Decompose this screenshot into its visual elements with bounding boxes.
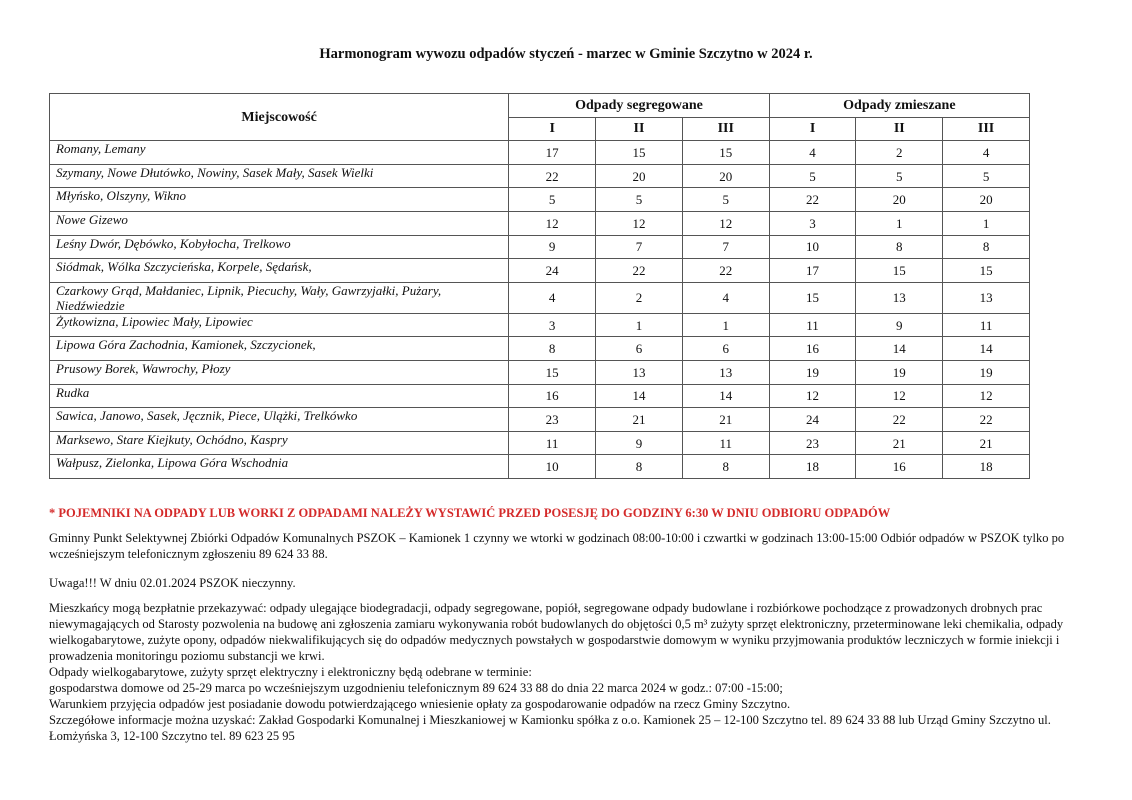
segregated-day-cell: 1 [596, 313, 683, 337]
mixed-day-cell: 20 [856, 188, 943, 212]
segregated-day-cell: 12 [682, 211, 769, 235]
segregated-day-cell: 8 [682, 455, 769, 479]
segregated-day-cell: 16 [509, 384, 596, 408]
mixed-day-cell: 21 [943, 431, 1030, 455]
table-row [50, 235, 1030, 259]
segregated-day-cell: 20 [682, 164, 769, 188]
mixed-day-cell: 16 [769, 337, 856, 361]
segregated-day-cell: 8 [509, 337, 596, 361]
segregated-day-cell: 17 [509, 141, 596, 165]
warning-paragraph: Uwaga!!! W dniu 02.01.2024 PSZOK nieczynny. [49, 576, 296, 590]
mixed-day-cell: 19 [856, 360, 943, 384]
header-location: Miejscowość [50, 94, 509, 141]
table-row [50, 384, 1030, 408]
mixed-day-cell: 16 [856, 455, 943, 479]
info-line: Szczegółowe informacje można uzyskać: Zakład Gospodarki Komunalnej i Mieszkaniowej w Kamionku spółka z o.o. Kamionek 25 – 12-100 Szczytno tel. 89 624 33 88 lub Urząd Gminy Szczytno ul. Łomżyńska 3, 12-100 Szczytno tel. 89 623 25 95 [49, 713, 1051, 743]
info-line: Mieszkańcy mogą bezpłatnie przekazywać: odpady ulegające biodegradacji, odpady segregowane, popiół, segregowane odpady budowlane i rozbiórkowe pochodzące z prowadzonych drobnych prac niewymagających od Starosty pozwolenia na budowę ani zgłoszenia zamiaru wykonywania robót budowlanych do objętości 0,5 m³ zużyty sprzęt elektroniczny, przeterminowane leki chemikalia, odpady wielkogabarytowe, zużyte opony, odpadów niekwalifikujących się do odpadów medycznych powstałych w gospodarstwie domowym w wyniku przyjmowania produktów leczniczych w formie iniekcji i prowadzenia monitoringu poziomu substancji we krwi. [49, 601, 1064, 663]
mixed-day-cell: 18 [943, 455, 1030, 479]
mixed-day-cell: 8 [856, 235, 943, 259]
location-cell: Nowe Gizewo [50, 211, 509, 235]
header-segregated: Odpady segregowane [509, 94, 769, 118]
mixed-day-cell: 11 [769, 313, 856, 337]
mixed-day-cell: 20 [943, 188, 1030, 212]
mixed-day-cell: 1 [943, 211, 1030, 235]
segregated-day-cell: 3 [509, 313, 596, 337]
mixed-day-cell: 11 [943, 313, 1030, 337]
table-row [50, 313, 1030, 337]
segregated-day-cell: 23 [509, 408, 596, 432]
info-line: Odpady wielkogabarytowe, zużyty sprzęt elektryczny i elektroniczny będą odebrane w terminie: [49, 665, 532, 679]
mixed-day-cell: 4 [769, 141, 856, 165]
segregated-day-cell: 12 [596, 211, 683, 235]
segregated-day-cell: 7 [596, 235, 683, 259]
segregated-day-cell: 6 [596, 337, 683, 361]
table-row [50, 141, 1030, 165]
segregated-day-cell: 12 [509, 211, 596, 235]
header-month: III [943, 117, 1030, 141]
table-row [50, 259, 1030, 283]
mixed-day-cell: 15 [943, 259, 1030, 283]
segregated-day-cell: 24 [509, 259, 596, 283]
mixed-day-cell: 17 [769, 259, 856, 283]
schedule-table [49, 93, 1030, 479]
mixed-day-cell: 10 [769, 235, 856, 259]
segregated-day-cell: 1 [682, 313, 769, 337]
segregated-day-cell: 7 [682, 235, 769, 259]
segregated-day-cell: 13 [682, 360, 769, 384]
header-month: I [769, 117, 856, 141]
mixed-day-cell: 1 [856, 211, 943, 235]
location-cell: Wałpusz, Zielonka, Lipowa Góra Wschodnia [50, 455, 509, 479]
mixed-day-cell: 3 [769, 211, 856, 235]
segregated-day-cell: 4 [682, 282, 769, 313]
mixed-day-cell: 2 [856, 141, 943, 165]
segregated-day-cell: 21 [596, 408, 683, 432]
table-row [50, 188, 1030, 212]
pszok-paragraph: Gminny Punkt Selektywnej Zbiórki Odpadów Komunalnych PSZOK – Kamionek 1 czynny we wtorki w godzinach 08:00-10:00 i czwartki w godzinach 13:00-15:00 Odbiór odpadów w PSZOK tylko po wcześniejszym telefonicznym zgłoszeniu 89 624 33 88. [49, 531, 1065, 561]
mixed-day-cell: 12 [943, 384, 1030, 408]
mixed-day-cell: 22 [943, 408, 1030, 432]
location-cell: Czarkowy Grąd, Małdaniec, Lipnik, Piecuchy, Wały, Gawrzyjałki, Pużary, Niedźwiedzie [50, 282, 509, 313]
mixed-day-cell: 14 [943, 337, 1030, 361]
table-row [50, 455, 1030, 479]
location-cell: Rudka [50, 384, 509, 408]
segregated-day-cell: 11 [682, 431, 769, 455]
mixed-day-cell: 5 [856, 164, 943, 188]
mixed-day-cell: 19 [943, 360, 1030, 384]
segregated-day-cell: 9 [596, 431, 683, 455]
location-cell: Siódmak, Wólka Szczycieńska, Korpele, Sędańsk, [50, 259, 509, 283]
segregated-day-cell: 6 [682, 337, 769, 361]
segregated-day-cell: 22 [682, 259, 769, 283]
segregated-day-cell: 15 [682, 141, 769, 165]
table-row [50, 431, 1030, 455]
mixed-day-cell: 4 [943, 141, 1030, 165]
segregated-day-cell: 5 [509, 188, 596, 212]
location-cell: Leśny Dwór, Dębówko, Kobyłocha, Trelkowo [50, 235, 509, 259]
document-title: Harmonogram wywozu odpadów styczeń - marzec w Gminie Szczytno w 2024 r. [319, 46, 813, 62]
segregated-day-cell: 14 [682, 384, 769, 408]
segregated-day-cell: 8 [596, 455, 683, 479]
mixed-day-cell: 23 [769, 431, 856, 455]
segregated-day-cell: 21 [682, 408, 769, 432]
mixed-day-cell: 21 [856, 431, 943, 455]
mixed-day-cell: 14 [856, 337, 943, 361]
mixed-day-cell: 12 [769, 384, 856, 408]
mixed-day-cell: 5 [943, 164, 1030, 188]
location-cell: Młyńsko, Olszyny, Wikno [50, 188, 509, 212]
info-line: Warunkiem przyjęcia odpadów jest posiadanie dowodu potwierdzającego wniesienie opłaty za gospodarowanie odpadów na rzecz Gminy Szczytno. [49, 697, 791, 711]
location-cell: Lipowa Góra Zachodnia, Kamionek, Szczycionek, [50, 337, 509, 361]
table-row [50, 282, 1030, 313]
segregated-day-cell: 14 [596, 384, 683, 408]
segregated-day-cell: 22 [509, 164, 596, 188]
location-cell: Romany, Lemany [50, 141, 509, 165]
table-row [50, 337, 1030, 361]
table-row [50, 360, 1030, 384]
segregated-day-cell: 9 [509, 235, 596, 259]
mixed-day-cell: 24 [769, 408, 856, 432]
mixed-day-cell: 22 [769, 188, 856, 212]
location-cell: Sawica, Janowo, Sasek, Jęcznik, Piece, Ulążki, Trelkówko [50, 408, 509, 432]
mixed-day-cell: 18 [769, 455, 856, 479]
table-row [50, 211, 1030, 235]
collection-notice: * POJEMNIKI NA ODPADY LUB WORKI Z ODPADAMI NALEŻY WYSTAWIĆ PRZED POSESJĘ DO GODZINY 6:30 W DNIU ODBIORU ODPADÓW [49, 506, 891, 520]
mixed-day-cell: 12 [856, 384, 943, 408]
segregated-day-cell: 2 [596, 282, 683, 313]
header-month: III [682, 117, 769, 141]
info-line: gospodarstwa domowe od 25-29 marca po wcześniejszym uzgodnieniu telefonicznym 89 624 33 88 do dnia 22 marca 2024 w godz.: 07:00 -15:00; [49, 681, 783, 695]
segregated-day-cell: 13 [596, 360, 683, 384]
header-month: I [509, 117, 596, 141]
segregated-day-cell: 22 [596, 259, 683, 283]
table-row [50, 164, 1030, 188]
location-cell: Marksewo, Stare Kiejkuty, Ochódno, Kaspry [50, 431, 509, 455]
header-month: II [856, 117, 943, 141]
mixed-day-cell: 5 [769, 164, 856, 188]
segregated-day-cell: 5 [596, 188, 683, 212]
segregated-day-cell: 11 [509, 431, 596, 455]
mixed-day-cell: 22 [856, 408, 943, 432]
location-cell: Szymany, Nowe Dłutówko, Nowiny, Sasek Mały, Sasek Wielki [50, 164, 509, 188]
mixed-day-cell: 15 [769, 282, 856, 313]
segregated-day-cell: 4 [509, 282, 596, 313]
mixed-day-cell: 13 [856, 282, 943, 313]
mixed-day-cell: 8 [943, 235, 1030, 259]
mixed-day-cell: 19 [769, 360, 856, 384]
mixed-day-cell: 15 [856, 259, 943, 283]
location-cell: Prusowy Borek, Wawrochy, Płozy [50, 360, 509, 384]
segregated-day-cell: 15 [509, 360, 596, 384]
mixed-day-cell: 13 [943, 282, 1030, 313]
table-row [50, 408, 1030, 432]
location-cell: Żytkowizna, Lipowiec Mały, Lipowiec [50, 313, 509, 337]
info-paragraph [49, 600, 1089, 744]
header-mixed: Odpady zmieszane [769, 94, 1029, 118]
header-month: II [596, 117, 683, 141]
segregated-day-cell: 5 [682, 188, 769, 212]
segregated-day-cell: 15 [596, 141, 683, 165]
mixed-day-cell: 9 [856, 313, 943, 337]
segregated-day-cell: 10 [509, 455, 596, 479]
segregated-day-cell: 20 [596, 164, 683, 188]
